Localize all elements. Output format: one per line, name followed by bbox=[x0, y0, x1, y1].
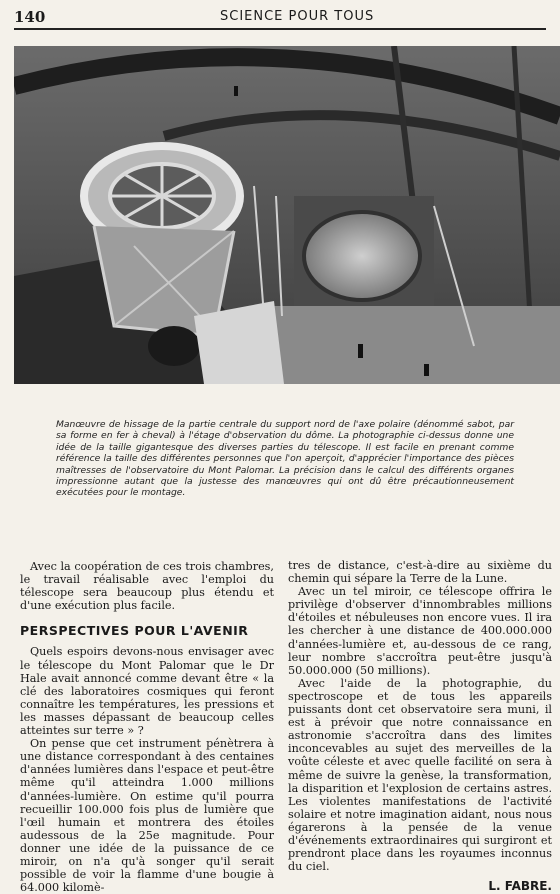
page-header bbox=[14, 6, 546, 30]
photo-caption: Manœuvre de hissage de la partie centrale du support nord de l'axe polaire (dénommé sabot, par sa forme en fer à cheval) à l'étage d'observation du dôme. La photographie ci-dessus donne une idée de la taille gigantesque des diverses parties du télescope. Il est facile en prenant comme référence la taille des différentes personnes que l'on aperçoit, d'apprécier l'importance des pièces maîtresses de l'observatoire du Mont Palomar. La précision dans le calcul des différents organes impressionne autant que la justesse des manœuvres qui ont dû être précautionneusement exécutées pour le montage. bbox=[56, 419, 514, 499]
author-signature: L. FABRE. bbox=[488, 879, 552, 894]
section-heading: PERSPECTIVES POUR L'AVENIR bbox=[20, 623, 249, 639]
telescope-photo bbox=[14, 46, 560, 384]
paragraph: Avec la coopération de ces trois chambres, le travail réalisable avec l'emploi du télescope sera beaucoup plus étendu et d'une exécution plus facile. bbox=[20, 560, 274, 613]
paragraph: tres de distance, c'est-à-dire au sixième du chemin qui sépare la Terre de la Lune. bbox=[288, 559, 552, 586]
paragraph: On pense que cet instrument pénètrera à une distance correspondant à des centaines d'années lumières dans l'espace et peut-être même qu'il atteindra 1.000 millions d'années-lumière. On estime qu'il pourra recueillir 100.000 fois plus de lumière que l'œil humain et montrera des étoiles audessous de la 25e magnitude. Pour donner une idée de la puissance de ce miroir, on n'a qu'à songer qu'il serait possible de voir la flamme d'une bougie à 64.000 kilomè- bbox=[20, 737, 274, 894]
left-column bbox=[20, 560, 274, 894]
running-title: SCIENCE POUR TOUS bbox=[220, 9, 375, 24]
page-number: 140 bbox=[14, 8, 46, 26]
paragraph: Quels espoirs devons-nous envisager avec le télescope du Mont Palomar que le Dr Hale avait annoncé comme devant être « la clé des laboratoires cosmiques qui feront connaître les températures, les pressions et les masses dépassant de beaucoup celles atteintes sur terre » ? bbox=[20, 645, 274, 738]
paragraph: Avec l'aide de la photographie, du spectroscope et de tous les appareils puissants dont cet observatoire sera muni, il est à prévoir que notre connaissance en astronomie s'accroîtra dans des limites inconcevables au sujet des merveilles de la voûte céleste et avec quelle facilité on sera à même de suivre la genèse, la transformation, la disparition et l'explosion de certains astres. Les violentes manifestations de l'activité solaire et notre imagination aidant, nous nous égarerons à la pensée de la venue d'événements extraordinaires qui surgiront et prendront place dans les royaumes inconnus du ciel. bbox=[288, 676, 552, 874]
right-column bbox=[288, 559, 552, 893]
paragraph: Avec un tel miroir, ce télescope offrira le privilège d'observer d'innombrables millions d'étoiles et nébuleuses non encore vues. Il ira les chercher à une distance de 400.000.000 d'années-lumière et, au-dessous de ce rang, leur nombre s'accroîtra peut-être jusqu'à 50.000.000 (50 millions). bbox=[288, 585, 552, 677]
